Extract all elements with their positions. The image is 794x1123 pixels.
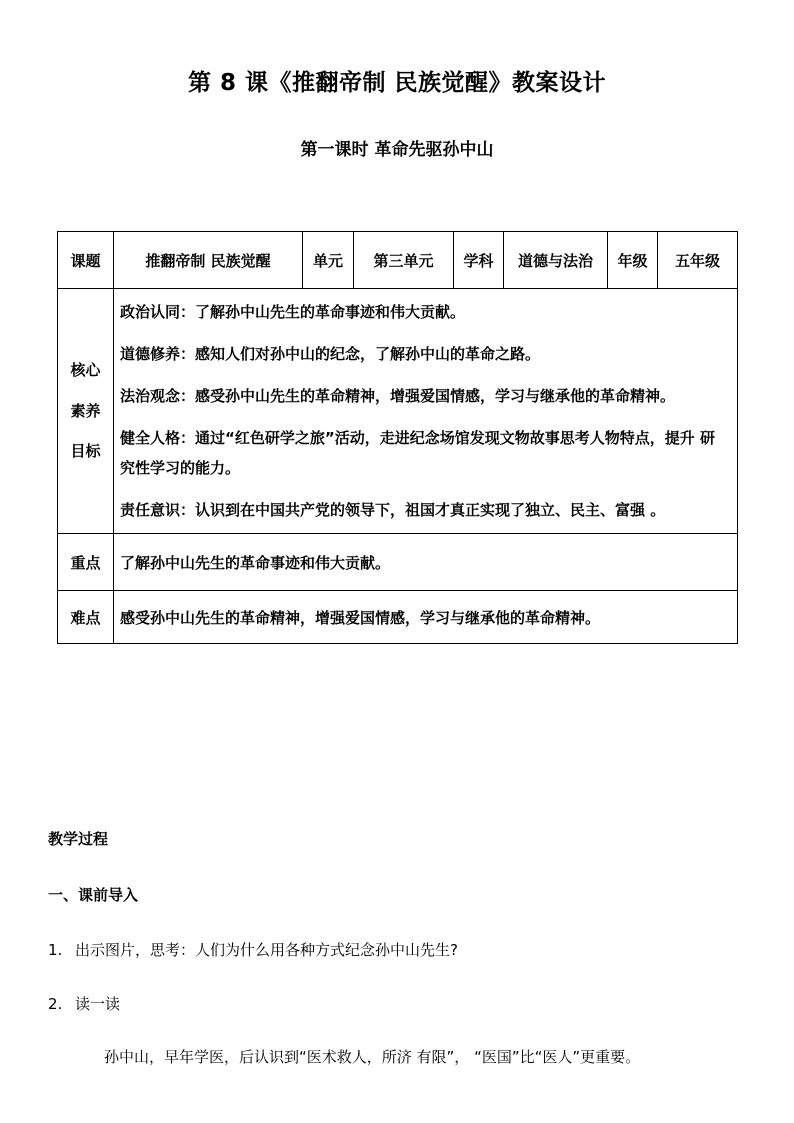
goals-label-line: 素养 [70, 401, 101, 420]
header-cell-subject: 道德与法治 [504, 232, 608, 289]
header-cell-grade-label: 年级 [608, 232, 658, 289]
key-point-label: 重点 [58, 534, 114, 591]
difficulty-text: 感受孙中山先生的革命精神，增强爱国情感，学习与继承他的革命精神。 [114, 591, 738, 644]
list-item [48, 993, 120, 1014]
goal-law: 法治观念：感受孙中山先生的革命精神，增强爱国情感，学习与继承他的革命精神。 [120, 387, 676, 405]
goals-row [58, 289, 738, 534]
document-title: 第 8 课《推翻帝制 民族觉醒》教案设计 [187, 70, 607, 96]
list-item-text: 出示图片，思考：人们为什么用各种方式纪念孙中山先生? [75, 941, 458, 959]
goal-responsibility: 责任意识：认识到在中国共产党的领导下，祖国才真正实现了独立、民主、富强 。 [120, 501, 666, 519]
goal-political: 政治认同：了解孙中山先生的革命事迹和伟大贡献。 [120, 303, 466, 321]
goal-personality: 健全人格：通过“红色研学之旅”活动，走进纪念场馆发现文物故事思考人物特点，提升 研究性学习的能力。 [120, 429, 715, 477]
header-cell-topic-label: 课题 [58, 232, 114, 289]
document-subtitle: 第一课时 革命先驱孙中山 [300, 140, 494, 160]
difficulty-row [58, 591, 738, 644]
header-cell-subject-label: 学科 [454, 232, 504, 289]
header-cell-unit: 第三单元 [354, 232, 454, 289]
list-item-number: 1. [48, 941, 63, 959]
goals-label-line: 核心 [70, 361, 101, 380]
goals-label-cell [58, 289, 114, 534]
header-cell-unit-label: 单元 [303, 232, 354, 289]
body-paragraph: 孙中山，早年学医，后认识到“医术救人，所济 有限”， “医国”比“医人”更重要。 [104, 1048, 641, 1066]
goals-label-line: 目标 [70, 442, 101, 461]
goals-content-cell [114, 289, 738, 534]
list-item-number: 2. [48, 995, 63, 1013]
header-cell-grade: 五年级 [658, 232, 738, 289]
header-cell-topic: 推翻帝制 民族觉醒 [114, 232, 303, 289]
section-heading-intro: 一、课前导入 [48, 886, 139, 904]
list-item-text: 读一读 [75, 995, 121, 1013]
list-item [48, 939, 458, 960]
lesson-plan-table [57, 231, 738, 644]
key-point-row [58, 534, 738, 591]
key-point-text: 了解孙中山先生的革命事迹和伟大贡献。 [114, 534, 738, 591]
table-header-row [58, 232, 738, 289]
difficulty-label: 难点 [58, 591, 114, 644]
process-heading: 教学过程 [48, 830, 109, 848]
goal-moral: 道德修养：感知人们对孙中山的纪念，了解孙中山的革命之路。 [120, 345, 541, 363]
